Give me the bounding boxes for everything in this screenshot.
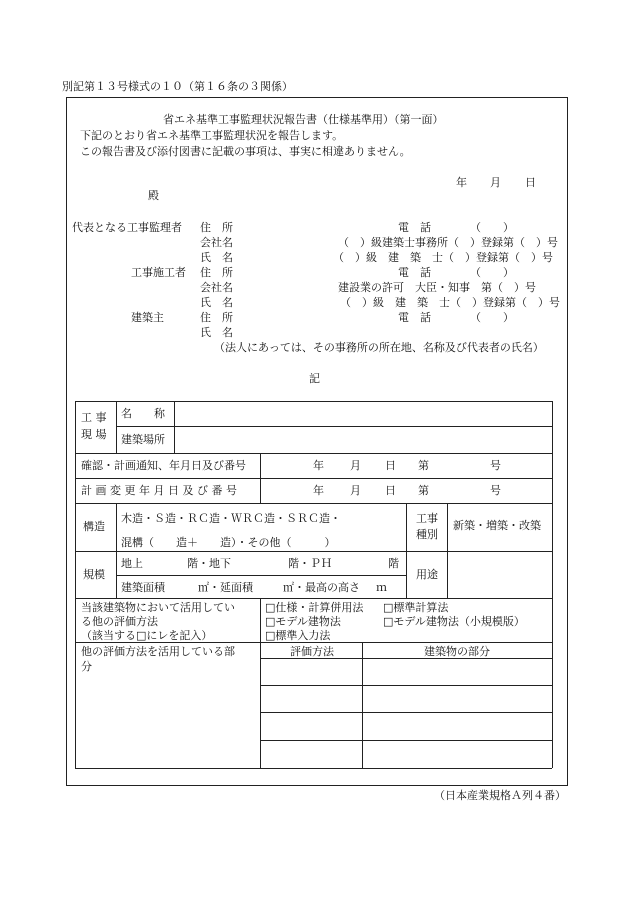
confirm-go: 号 [490, 459, 501, 472]
confirm-dai: 第 [418, 459, 429, 472]
structure-label: 構造 [83, 520, 105, 533]
rep-phone-paren: （ ） [470, 221, 514, 234]
addressee-suffix: 殿 [148, 189, 159, 202]
change-year: 年 [313, 484, 324, 497]
owner-address-label: 住 所 [200, 311, 233, 324]
other-eval-part-label-1: 他の評価方法を活用している部 [81, 645, 235, 658]
date-year: 年 [456, 176, 467, 189]
work-type-label-1: 工事 [416, 512, 438, 525]
scale-max-height: ㎡・最高の高さ [283, 581, 360, 594]
eval-option-combined[interactable]: □仕様・計算併用法 [265, 601, 364, 614]
contractor-company-label: 会社名 [200, 281, 233, 294]
scale-floor-area: ㎡・延面積 [198, 581, 253, 594]
contractor-address-label: 住 所 [200, 266, 233, 279]
owner-name-label: 氏 名 [200, 326, 233, 339]
other-eval-question-3: （該当する□にレを記入） [81, 629, 213, 642]
scale-label: 規模 [83, 568, 105, 581]
rep-supervisor-role: 代表となる工事監理者 [72, 221, 182, 234]
scale-height-unit: ｍ [376, 581, 387, 594]
other-eval-part-label-2: 分 [81, 660, 92, 673]
site-name-label: 名 称 [121, 407, 165, 420]
confirm-day: 日 [385, 459, 396, 472]
scale-floors-suffix: 階 [388, 557, 399, 570]
eval-method-header: 評価方法 [290, 645, 334, 658]
contractor-phone-paren: （ ） [470, 266, 514, 279]
rep-address-label: 住 所 [200, 221, 233, 234]
scale-building-area: 建築面積 [121, 581, 165, 594]
other-eval-question-1: 当該建築物において活用してい [81, 601, 235, 614]
site-label-1: 工 事 [81, 411, 107, 424]
date-month: 月 [490, 176, 501, 189]
form-title: 省エネ基準工事監理状況報告書（仕様基準用）（第一面） [163, 113, 444, 126]
eval-option-standard-input[interactable]: □標準入力法 [265, 629, 331, 642]
scale-floors-ph: 階・ＰＨ [288, 557, 332, 570]
other-eval-question-2: る他の評価方法 [81, 615, 158, 628]
form-reference: 別記第１３号様式の１０（第１６条の３関係） [62, 80, 293, 93]
contractor-name-label: 氏 名 [200, 296, 233, 309]
contractor-license-registration: （ ）級 建 築 士（ ）登録第（ ）号 [340, 296, 560, 309]
eval-option-model-small[interactable]: □モデル建物法（小規模版） [383, 615, 525, 628]
structure-options-line2: 混構（ 造＋ 造）・その他（ ） [121, 536, 336, 549]
rep-license-registration: （ ）級 建 築 士（ ）登録第（ ）号 [333, 251, 553, 264]
change-go: 号 [490, 484, 501, 497]
confirm-month: 月 [350, 459, 361, 472]
confirm-year: 年 [313, 459, 324, 472]
structure-options-line1: 木造・Ｓ造・ＲＣ造・ＷＲＣ造・ＳＲＣ造・ [121, 512, 341, 525]
intro-line-2: この報告書及び添付図書に記載の事項は、事実に相違ありません。 [80, 145, 411, 158]
rep-company-label: 会社名 [200, 236, 233, 249]
change-dai: 第 [418, 484, 429, 497]
change-day: 日 [385, 484, 396, 497]
contractor-phone-label: 電 話 [398, 266, 431, 279]
eval-option-standard-calc[interactable]: □標準計算法 [383, 601, 449, 614]
owner-corporate-note: （法人にあっては、その事務所の所在地、名称及び代表者の氏名） [214, 341, 544, 354]
owner-phone-label: 電 話 [398, 311, 431, 324]
contractor-role: 工事施工者 [131, 266, 186, 279]
paper-size-note: （日本産業規格Ａ列４番） [434, 789, 566, 802]
site-location-label: 建築場所 [121, 433, 165, 446]
eval-option-model-building[interactable]: □モデル建物法 [265, 615, 341, 628]
ki-heading: 記 [309, 372, 320, 385]
owner-phone-paren: （ ） [470, 311, 514, 324]
use-label: 用途 [416, 568, 438, 581]
date-day: 日 [525, 176, 536, 189]
rep-office-registration: （ ）級建築士事務所（ ）登録第（ ）号 [338, 236, 558, 249]
rep-phone-label: 電 話 [398, 221, 431, 234]
site-label-2: 現 場 [81, 428, 107, 441]
work-type-value: 新築・増築・改築 [453, 519, 541, 532]
work-type-label-2: 種別 [416, 528, 438, 541]
plan-change-label: 計 画 変 更 年 月 日 及 び 番 号 [81, 484, 237, 497]
intro-line-1: 下記のとおり省エネ基準工事監理状況を報告します。 [80, 129, 344, 142]
contractor-permit: 建設業の許可 大臣・知事 第（ ）号 [338, 281, 536, 294]
rep-name-label: 氏 名 [200, 251, 233, 264]
building-part-header: 建築物の部分 [424, 645, 490, 658]
confirmation-label: 確認・計画通知、年月日及び番号 [81, 459, 246, 472]
change-month: 月 [350, 484, 361, 497]
scale-floors-above: 地上 階・地下 [121, 557, 231, 570]
owner-role: 建築主 [131, 311, 164, 324]
